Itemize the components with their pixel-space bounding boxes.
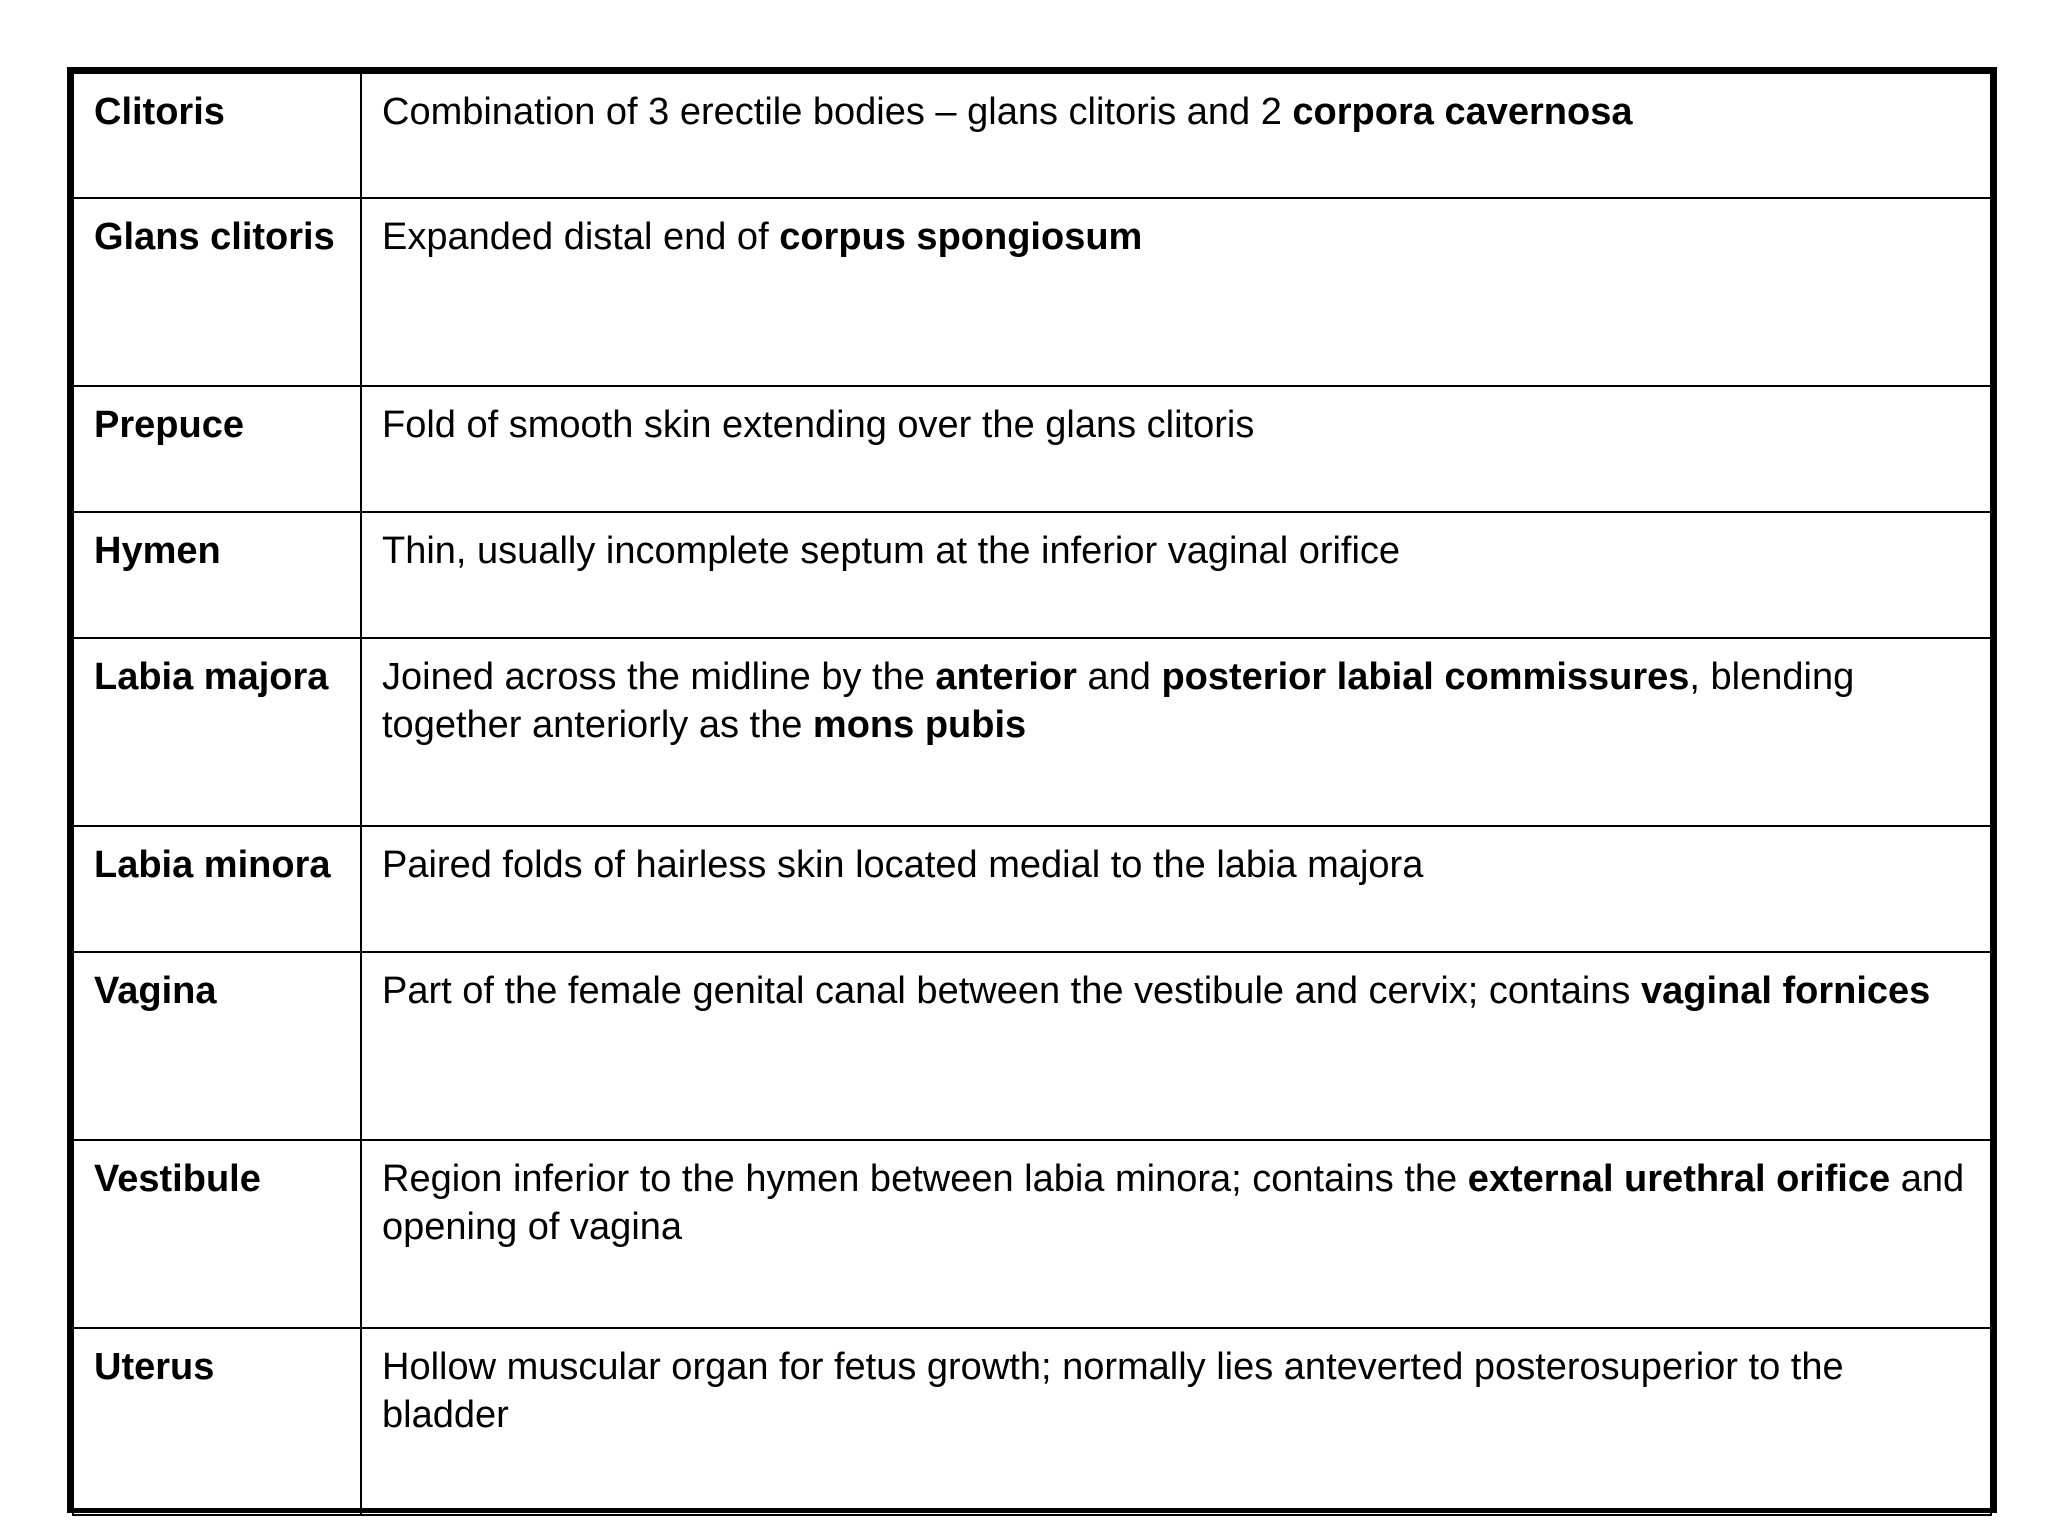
emphasized-term: external urethral orifice: [1467, 1158, 1891, 1200]
emphasized-term: corpus spongiosum: [779, 216, 1143, 258]
table-row: [73, 1140, 1991, 1328]
term-cell: Prepuce: [73, 386, 361, 512]
description-text: and opening of vagina: [382, 1158, 1965, 1248]
table-row: [73, 1328, 1991, 1515]
description-text: Expanded distal end of: [382, 216, 780, 258]
table-row: [73, 952, 1991, 1140]
description-text: Paired folds of hairless skin located medial to the labia majora: [382, 844, 1424, 886]
table-row: [73, 386, 1991, 512]
term-cell: Uterus: [73, 1328, 361, 1515]
term-cell: Glans clitoris: [73, 198, 361, 386]
description-cell: [361, 952, 1991, 1140]
description-cell: [361, 1328, 1991, 1515]
term-cell: Hymen: [73, 512, 361, 638]
description-cell: [361, 198, 1991, 386]
term-cell: Clitoris: [73, 73, 361, 198]
term-cell: Labia minora: [73, 826, 361, 952]
description-text: and: [1076, 656, 1162, 698]
table-row: [73, 512, 1991, 638]
description-cell: [361, 638, 1991, 826]
description-text: Fold of smooth skin extending over the glans clitoris: [382, 404, 1255, 446]
definitions-table: [72, 72, 1992, 1516]
description-cell: [361, 386, 1991, 512]
table-row: [73, 198, 1991, 386]
description-text: Hollow muscular organ for fetus growth; normally lies anteverted posterosuperior to the bladder: [382, 1346, 1844, 1436]
description-text: Joined across the midline by the: [382, 656, 936, 698]
emphasized-term: corpora cavernosa: [1292, 91, 1633, 133]
description-text: Thin, usually incomplete septum at the inferior vaginal orifice: [382, 530, 1401, 572]
term-cell: Vestibule: [73, 1140, 361, 1328]
description-cell: [361, 512, 1991, 638]
description-text: Region inferior to the hymen between labia minora; contains the: [382, 1158, 1468, 1200]
description-text: Part of the female genital canal between the vestibule and cervix; contains: [382, 970, 1641, 1012]
table-row: [73, 73, 1991, 198]
table-row: [73, 638, 1991, 826]
description-cell: [361, 1140, 1991, 1328]
description-text: Combination of 3 erectile bodies – glans clitoris and 2: [382, 91, 1293, 133]
description-cell: [361, 73, 1991, 198]
table-row: [73, 826, 1991, 952]
definitions-table-frame: [67, 67, 1997, 1513]
description-cell: [361, 826, 1991, 952]
emphasized-term: posterior labial commissures: [1161, 656, 1690, 698]
term-cell: Vagina: [73, 952, 361, 1140]
description-text: , blending together anteriorly as the: [382, 656, 1855, 746]
emphasized-term: mons pubis: [812, 704, 1027, 746]
emphasized-term: vaginal fornices: [1640, 970, 1931, 1012]
term-cell: Labia majora: [73, 638, 361, 826]
emphasized-term: anterior: [935, 656, 1077, 698]
